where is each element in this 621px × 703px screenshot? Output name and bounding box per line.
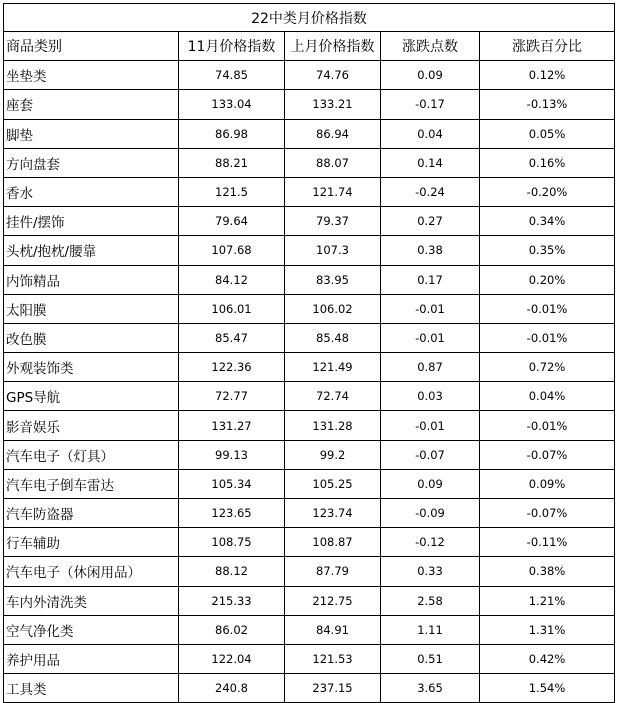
current-index-cell: 133.04	[179, 90, 285, 119]
category-cell: 工具类	[4, 674, 179, 703]
change-points-cell: 1.11	[381, 615, 480, 644]
current-index-cell: 86.98	[179, 119, 285, 148]
table-row	[4, 353, 615, 382]
change-percent-cell: 0.16%	[480, 148, 615, 177]
change-percent-cell: -0.07%	[480, 499, 615, 528]
category-cell: 汽车防盗器	[4, 499, 179, 528]
current-index-cell: 85.47	[179, 323, 285, 352]
change-points-cell: 0.87	[381, 353, 480, 382]
table-row	[4, 323, 615, 352]
current-index-cell: 99.13	[179, 440, 285, 469]
current-index-cell: 240.8	[179, 674, 285, 703]
current-index-cell: 72.77	[179, 382, 285, 411]
category-cell: 座套	[4, 90, 179, 119]
previous-index-cell: 87.79	[285, 557, 381, 586]
category-cell: GPS导航	[4, 382, 179, 411]
table-row	[4, 148, 615, 177]
category-cell: 影音娱乐	[4, 411, 179, 440]
current-index-cell: 121.5	[179, 177, 285, 206]
category-cell: 汽车电子（休闲用品）	[4, 557, 179, 586]
change-percent-cell: 0.38%	[480, 557, 615, 586]
table-title-row	[4, 4, 615, 32]
change-percent-cell: -0.01%	[480, 323, 615, 352]
current-index-cell: 215.33	[179, 586, 285, 615]
current-index-cell: 88.21	[179, 148, 285, 177]
previous-index-cell: 212.75	[285, 586, 381, 615]
change-points-cell: -0.24	[381, 177, 480, 206]
table-row	[4, 528, 615, 557]
category-cell: 香水	[4, 177, 179, 206]
previous-index-cell: 74.76	[285, 61, 381, 90]
change-points-cell: 3.65	[381, 674, 480, 703]
table-row	[4, 557, 615, 586]
table-row	[4, 615, 615, 644]
table-row	[4, 90, 615, 119]
category-cell: 汽车电子（灯具）	[4, 440, 179, 469]
current-index-cell: 122.36	[179, 353, 285, 382]
current-index-cell: 86.02	[179, 615, 285, 644]
previous-index-cell: 107.3	[285, 236, 381, 265]
change-points-cell: 0.04	[381, 119, 480, 148]
previous-index-cell: 86.94	[285, 119, 381, 148]
current-index-cell: 131.27	[179, 411, 285, 440]
previous-index-cell: 85.48	[285, 323, 381, 352]
table-row	[4, 382, 615, 411]
change-percent-cell: 1.21%	[480, 586, 615, 615]
previous-index-cell: 99.2	[285, 440, 381, 469]
table-row	[4, 294, 615, 323]
change-percent-cell: 0.34%	[480, 207, 615, 236]
change-percent-cell: 0.35%	[480, 236, 615, 265]
table-row	[4, 644, 615, 673]
category-cell: 挂件/摆饰	[4, 207, 179, 236]
change-percent-cell: -0.01%	[480, 411, 615, 440]
table-header-row	[4, 32, 615, 61]
header-change-percent: 涨跌百分比	[480, 32, 615, 61]
change-points-cell: 0.14	[381, 148, 480, 177]
category-cell: 内饰精品	[4, 265, 179, 294]
change-percent-cell: 0.09%	[480, 469, 615, 498]
change-points-cell: 0.17	[381, 265, 480, 294]
change-percent-cell: -0.07%	[480, 440, 615, 469]
previous-index-cell: 88.07	[285, 148, 381, 177]
category-cell: 方向盘套	[4, 148, 179, 177]
change-points-cell: -0.17	[381, 90, 480, 119]
category-cell: 车内外清洗类	[4, 586, 179, 615]
change-percent-cell: 0.04%	[480, 382, 615, 411]
price-index-table	[3, 3, 615, 703]
table-row	[4, 469, 615, 498]
previous-index-cell: 72.74	[285, 382, 381, 411]
current-index-cell: 123.65	[179, 499, 285, 528]
change-points-cell: 2.58	[381, 586, 480, 615]
previous-index-cell: 105.25	[285, 469, 381, 498]
category-cell: 脚垫	[4, 119, 179, 148]
header-previous-index: 上月价格指数	[285, 32, 381, 61]
change-points-cell: -0.09	[381, 499, 480, 528]
change-points-cell: 0.38	[381, 236, 480, 265]
previous-index-cell: 131.28	[285, 411, 381, 440]
header-current-index: 11月价格指数	[179, 32, 285, 61]
table-row	[4, 674, 615, 703]
current-index-cell: 88.12	[179, 557, 285, 586]
current-index-cell: 108.75	[179, 528, 285, 557]
category-cell: 太阳膜	[4, 294, 179, 323]
previous-index-cell: 108.87	[285, 528, 381, 557]
current-index-cell: 122.04	[179, 644, 285, 673]
change-percent-cell: 1.54%	[480, 674, 615, 703]
previous-index-cell: 106.02	[285, 294, 381, 323]
change-percent-cell: -0.13%	[480, 90, 615, 119]
previous-index-cell: 121.53	[285, 644, 381, 673]
previous-index-cell: 121.74	[285, 177, 381, 206]
change-percent-cell: 0.20%	[480, 265, 615, 294]
change-percent-cell: 1.31%	[480, 615, 615, 644]
previous-index-cell: 121.49	[285, 353, 381, 382]
change-percent-cell: 0.42%	[480, 644, 615, 673]
current-index-cell: 105.34	[179, 469, 285, 498]
previous-index-cell: 79.37	[285, 207, 381, 236]
change-points-cell: 0.33	[381, 557, 480, 586]
category-cell: 养护用品	[4, 644, 179, 673]
category-cell: 汽车电子倒车雷达	[4, 469, 179, 498]
current-index-cell: 79.64	[179, 207, 285, 236]
change-points-cell: 0.27	[381, 207, 480, 236]
category-cell: 行车辅助	[4, 528, 179, 557]
change-percent-cell: -0.01%	[480, 294, 615, 323]
previous-index-cell: 133.21	[285, 90, 381, 119]
change-points-cell: -0.07	[381, 440, 480, 469]
category-cell: 空气净化类	[4, 615, 179, 644]
change-percent-cell: 0.12%	[480, 61, 615, 90]
category-cell: 头枕/抱枕/腰靠	[4, 236, 179, 265]
current-index-cell: 107.68	[179, 236, 285, 265]
table-row	[4, 499, 615, 528]
table-row	[4, 119, 615, 148]
header-change-points: 涨跌点数	[381, 32, 480, 61]
category-cell: 外观装饰类	[4, 353, 179, 382]
previous-index-cell: 123.74	[285, 499, 381, 528]
previous-index-cell: 84.91	[285, 615, 381, 644]
change-points-cell: 0.09	[381, 61, 480, 90]
table-row	[4, 586, 615, 615]
table-row	[4, 440, 615, 469]
category-cell: 坐垫类	[4, 61, 179, 90]
current-index-cell: 106.01	[179, 294, 285, 323]
header-category: 商品类别	[4, 32, 179, 61]
table-body	[4, 61, 615, 703]
change-percent-cell: -0.20%	[480, 177, 615, 206]
change-percent-cell: -0.11%	[480, 528, 615, 557]
change-points-cell: -0.01	[381, 323, 480, 352]
previous-index-cell: 83.95	[285, 265, 381, 294]
change-percent-cell: 0.05%	[480, 119, 615, 148]
change-points-cell: 0.51	[381, 644, 480, 673]
change-points-cell: -0.01	[381, 294, 480, 323]
current-index-cell: 74.85	[179, 61, 285, 90]
table-row	[4, 411, 615, 440]
change-percent-cell: 0.72%	[480, 353, 615, 382]
table-row	[4, 265, 615, 294]
table-title: 22中类月价格指数	[4, 4, 615, 32]
change-points-cell: -0.01	[381, 411, 480, 440]
current-index-cell: 84.12	[179, 265, 285, 294]
table-row	[4, 207, 615, 236]
table-row	[4, 236, 615, 265]
table-row	[4, 61, 615, 90]
table-row	[4, 177, 615, 206]
change-points-cell: 0.09	[381, 469, 480, 498]
change-points-cell: -0.12	[381, 528, 480, 557]
previous-index-cell: 237.15	[285, 674, 381, 703]
category-cell: 改色膜	[4, 323, 179, 352]
change-points-cell: 0.03	[381, 382, 480, 411]
